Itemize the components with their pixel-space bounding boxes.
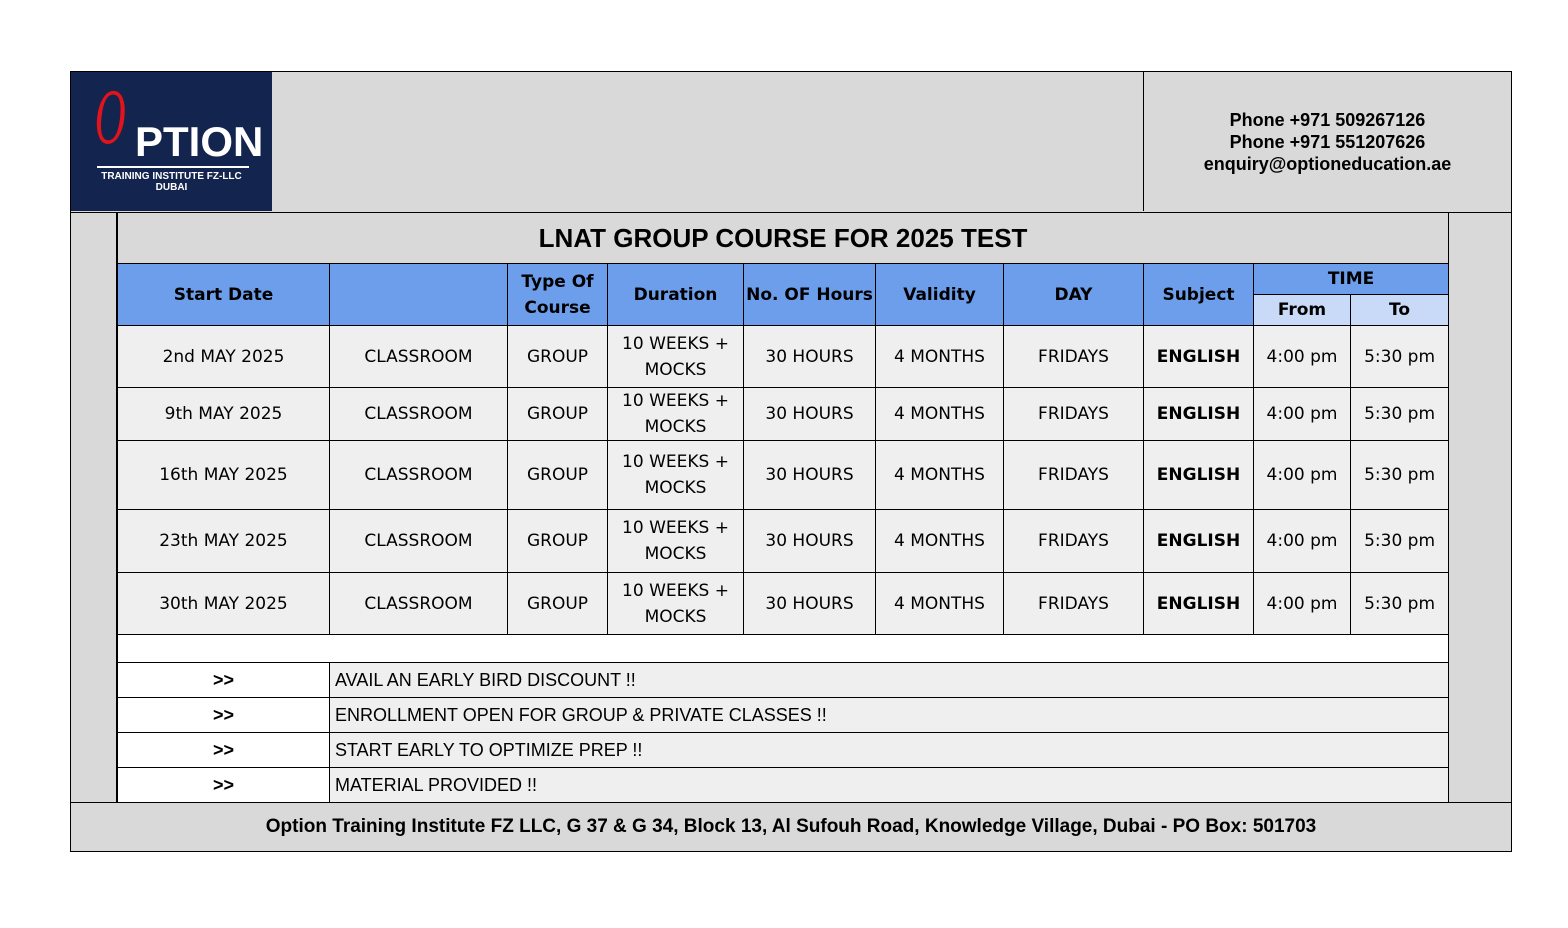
note-text: START EARLY TO OPTIMIZE PREP !! xyxy=(330,733,1449,768)
cell-mode: CLASSROOM xyxy=(330,326,508,388)
cell-day: FRIDAYS xyxy=(1004,441,1144,510)
header-day: DAY xyxy=(1004,264,1144,326)
cell-hours: 30 HOURS xyxy=(744,510,876,573)
spacer-row xyxy=(118,635,1449,663)
cell-subject: ENGLISH xyxy=(1144,573,1254,635)
cell-mode: CLASSROOM xyxy=(330,573,508,635)
cell-validity: 4 MONTHS xyxy=(876,326,1004,388)
cell-mode: CLASSROOM xyxy=(330,441,508,510)
cell-duration: 10 WEEKS + MOCKS xyxy=(608,510,744,573)
note-marker: >> xyxy=(118,733,330,768)
cell-start: 16th MAY 2025 xyxy=(118,441,330,510)
cell-validity: 4 MONTHS xyxy=(876,388,1004,441)
cell-from: 4:00 pm xyxy=(1254,573,1351,635)
cell-from: 4:00 pm xyxy=(1254,388,1351,441)
cell-duration: 10 WEEKS + MOCKS xyxy=(608,441,744,510)
cell-type: GROUP xyxy=(508,441,608,510)
logo-subtitle: TRAINING INSTITUTE FZ-LLC xyxy=(101,171,242,182)
note-row xyxy=(118,663,1449,698)
header-mode xyxy=(330,264,508,326)
note-text: MATERIAL PROVIDED !! xyxy=(330,768,1449,803)
cell-subject: ENGLISH xyxy=(1144,510,1254,573)
cell-duration: 10 WEEKS + MOCKS xyxy=(608,388,744,441)
header-to: To xyxy=(1351,295,1449,326)
note-marker: >> xyxy=(118,768,330,803)
header-start-date: Start Date xyxy=(118,264,330,326)
table-row xyxy=(118,510,1449,573)
header-time: TIME xyxy=(1254,264,1449,295)
cell-to: 5:30 pm xyxy=(1351,573,1449,635)
cell-day: FRIDAYS xyxy=(1004,388,1144,441)
header-hours: No. OF Hours xyxy=(744,264,876,326)
phone-1: Phone +971 509267126 xyxy=(1229,109,1426,130)
cell-to: 5:30 pm xyxy=(1351,510,1449,573)
cell-type: GROUP xyxy=(508,573,608,635)
cell-day: FRIDAYS xyxy=(1004,573,1144,635)
logo-city: DUBAI xyxy=(155,182,188,193)
note-row xyxy=(118,768,1449,803)
note-row xyxy=(118,733,1449,768)
cell-subject: ENGLISH xyxy=(1144,326,1254,388)
table-row xyxy=(118,441,1449,510)
cell-from: 4:00 pm xyxy=(1254,326,1351,388)
cell-type: GROUP xyxy=(508,510,608,573)
cell-start: 30th MAY 2025 xyxy=(118,573,330,635)
cell-duration: 10 WEEKS + MOCKS xyxy=(608,326,744,388)
cell-start: 2nd MAY 2025 xyxy=(118,326,330,388)
header-subject: Subject xyxy=(1144,264,1254,326)
table-row xyxy=(118,388,1449,441)
cell-to: 5:30 pm xyxy=(1351,326,1449,388)
cell-hours: 30 HOURS xyxy=(744,326,876,388)
table-row xyxy=(118,326,1449,388)
cell-start: 9th MAY 2025 xyxy=(118,388,330,441)
course-flyer xyxy=(70,71,1512,852)
address-footer: Option Training Institute FZ LLC, G 37 & G 34, Block 13, Al Sufouh Road, Knowledge Village, Dubai - PO Box: 501703 xyxy=(71,802,1511,851)
email-link[interactable]: enquiry@optioneducation.ae xyxy=(1203,153,1452,174)
logo-divider xyxy=(97,166,249,168)
header-validity: Validity xyxy=(876,264,1004,326)
cell-validity: 4 MONTHS xyxy=(876,441,1004,510)
cell-validity: 4 MONTHS xyxy=(876,573,1004,635)
logo-o-letter: O xyxy=(95,78,127,160)
header-from: From xyxy=(1254,295,1351,326)
cell-duration: 10 WEEKS + MOCKS xyxy=(608,573,744,635)
cell-from: 4:00 pm xyxy=(1254,441,1351,510)
phone-2: Phone +971 551207626 xyxy=(1229,131,1426,152)
cell-mode: CLASSROOM xyxy=(330,510,508,573)
header-duration: Duration xyxy=(608,264,744,326)
cell-day: FRIDAYS xyxy=(1004,326,1144,388)
cell-subject: ENGLISH xyxy=(1144,441,1254,510)
cell-validity: 4 MONTHS xyxy=(876,510,1004,573)
note-marker: >> xyxy=(118,663,330,698)
cell-hours: 30 HOURS xyxy=(744,388,876,441)
cell-type: GROUP xyxy=(508,388,608,441)
cell-subject: ENGLISH xyxy=(1144,388,1254,441)
page-title: LNAT GROUP COURSE FOR 2025 TEST xyxy=(118,213,1449,264)
note-marker: >> xyxy=(118,698,330,733)
schedule-panel xyxy=(116,213,1449,803)
schedule-table xyxy=(117,213,1449,803)
cell-to: 5:30 pm xyxy=(1351,441,1449,510)
cell-to: 5:30 pm xyxy=(1351,388,1449,441)
note-row xyxy=(118,698,1449,733)
cell-hours: 30 HOURS xyxy=(744,441,876,510)
cell-day: FRIDAYS xyxy=(1004,510,1144,573)
cell-from: 4:00 pm xyxy=(1254,510,1351,573)
table-row xyxy=(118,573,1449,635)
note-text: AVAIL AN EARLY BIRD DISCOUNT !! xyxy=(330,663,1449,698)
flyer-header xyxy=(71,72,1511,213)
cell-start: 23th MAY 2025 xyxy=(118,510,330,573)
cell-hours: 30 HOURS xyxy=(744,573,876,635)
contact-info xyxy=(1143,72,1511,211)
note-text: ENROLLMENT OPEN FOR GROUP & PRIVATE CLASSES !! xyxy=(330,698,1449,733)
logo-wordmark: PTION xyxy=(135,118,264,165)
cell-type: GROUP xyxy=(508,326,608,388)
header-type: Type Of Course xyxy=(508,264,608,326)
cell-mode: CLASSROOM xyxy=(330,388,508,441)
option-logo xyxy=(71,72,272,211)
